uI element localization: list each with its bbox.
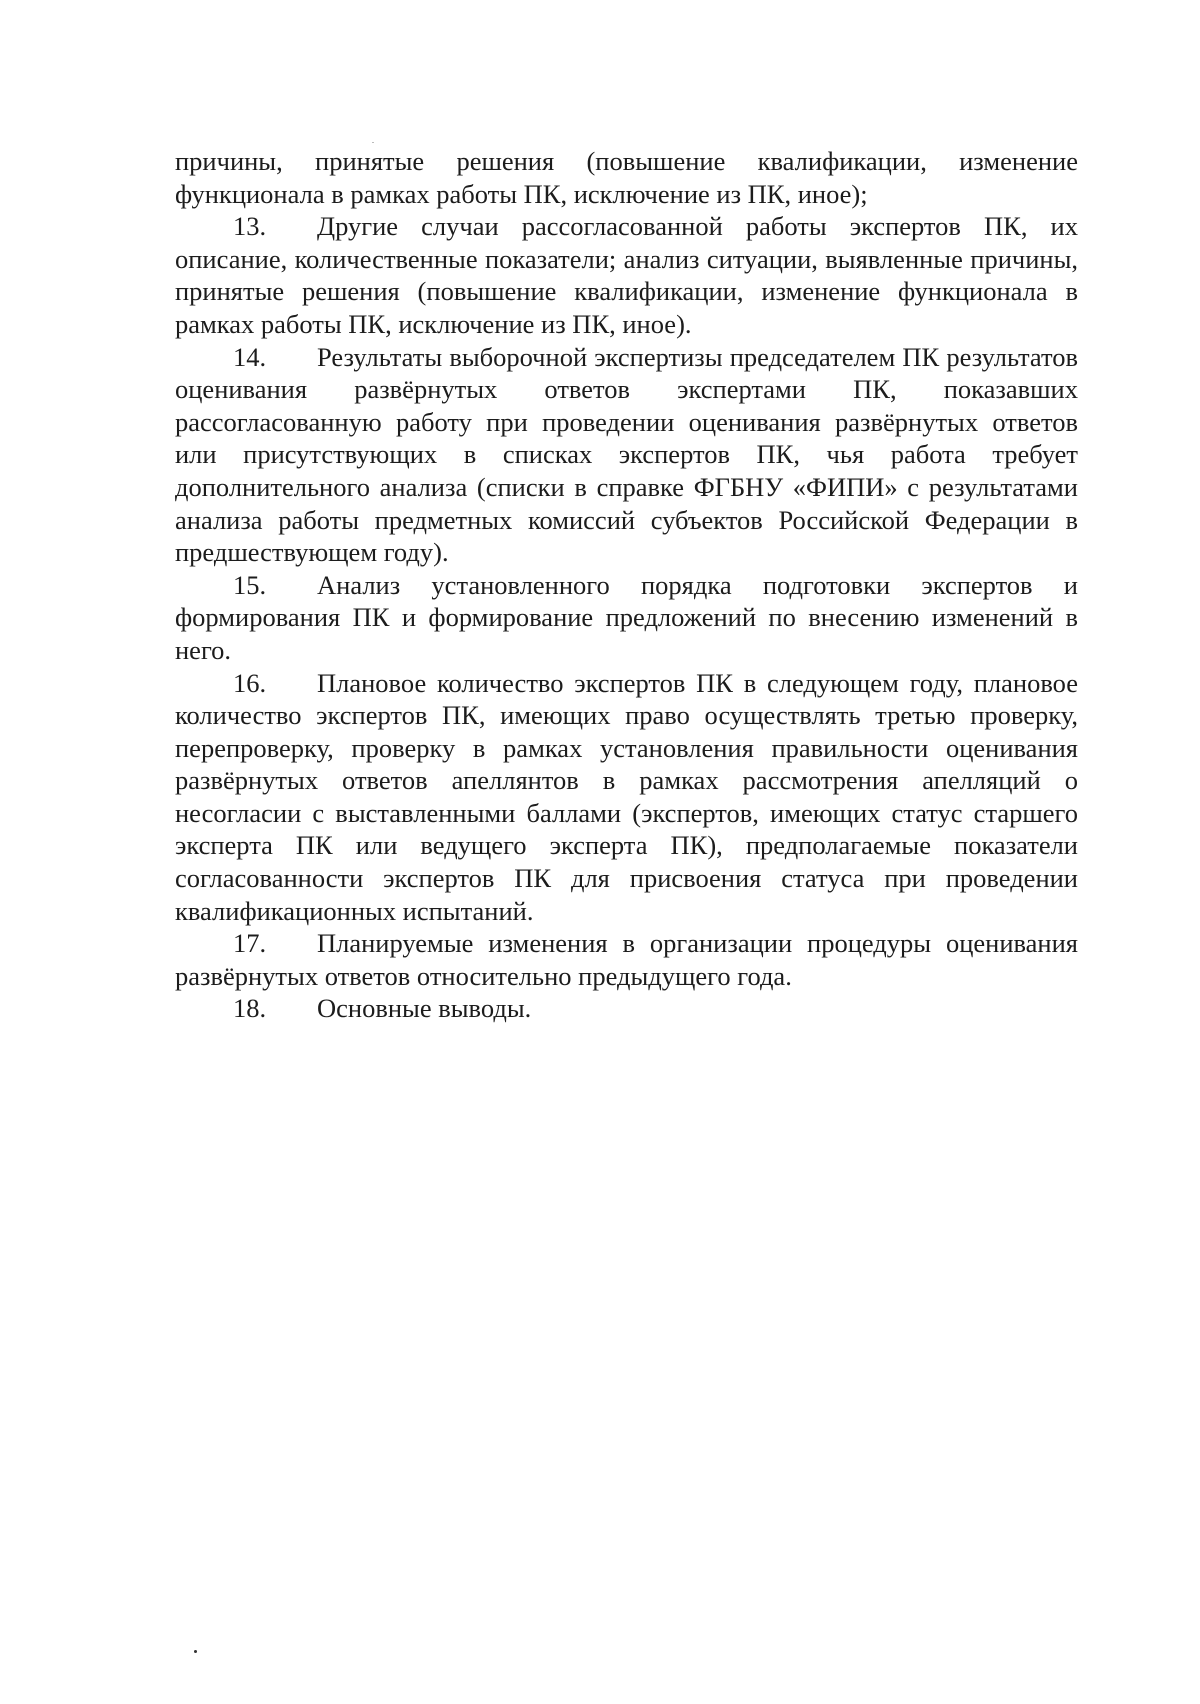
list-item-15 xyxy=(175,569,1078,667)
item-text: Планируемые изменения в организации процедуры оценивания развёрнутых ответов относительно предыдущего года. xyxy=(175,928,1078,991)
item-number: 18. xyxy=(233,993,267,1024)
list-item-14 xyxy=(175,341,1078,569)
list-item-18 xyxy=(175,992,1078,1025)
item-text: Анализ установленного порядка подготовки экспертов и формирования ПК и формирование предложений по внесению изменений в него. xyxy=(175,569,1078,665)
scan-artifact-dot xyxy=(194,1650,197,1653)
item-text: Плановое количество экспертов ПК в следующем году, плановое количество экспертов ПК, имеющих право осуществлять третью проверку, перепроверку, проверку в рамках установления правильности оценивания развёрнутых ответов апеллянтов в рамках рассмотрения апелляций о несогласии с выставленными баллами (экспертов, имеющих статус старшего эксперта ПК или ведущего эксперта ПК), предполагаемые показатели согласованности экспертов ПК для присвоения статуса при проведении квалификационных испытаний. xyxy=(175,667,1078,926)
item-number: 16. xyxy=(233,667,267,698)
list-item-17 xyxy=(175,927,1078,992)
item-number: 17. xyxy=(233,928,267,959)
list-item-13 xyxy=(175,210,1078,340)
item-text: Результаты выборочной экспертизы председателем ПК результатов оценивания развёрнутых ответов экспертами ПК, показавших рассогласованную работу при проведении оценивания развёрнутых ответов или присутствующих в списках экспертов ПК, чья работа требует дополнительного анализа (списки в справке ФГБНУ «ФИПИ» с результатами анализа работы предметных комиссий субъектов Российской Федерации в предшествующем году). xyxy=(175,341,1078,568)
paragraph-continuation: причины, принятые решения (повышение квалификации, изменение функционала в рамках работы ПК, исключение из ПК, иное); xyxy=(175,146,1078,209)
scan-artifact xyxy=(372,142,374,143)
item-number: 13. xyxy=(233,211,267,242)
item-text: Основные выводы. xyxy=(317,993,532,1024)
document-body xyxy=(175,145,1078,1025)
item-number: 14. xyxy=(233,341,267,372)
list-item-16 xyxy=(175,667,1078,928)
item-text: Другие случаи рассогласованной работы экспертов ПК, их описание, количественные показатели; анализ ситуации, выявленные причины, принятые решения (повышение квалификации, изменение функционала в рамках работы ПК, исключение из ПК, иное). xyxy=(175,211,1078,339)
item-number: 15. xyxy=(233,569,267,600)
